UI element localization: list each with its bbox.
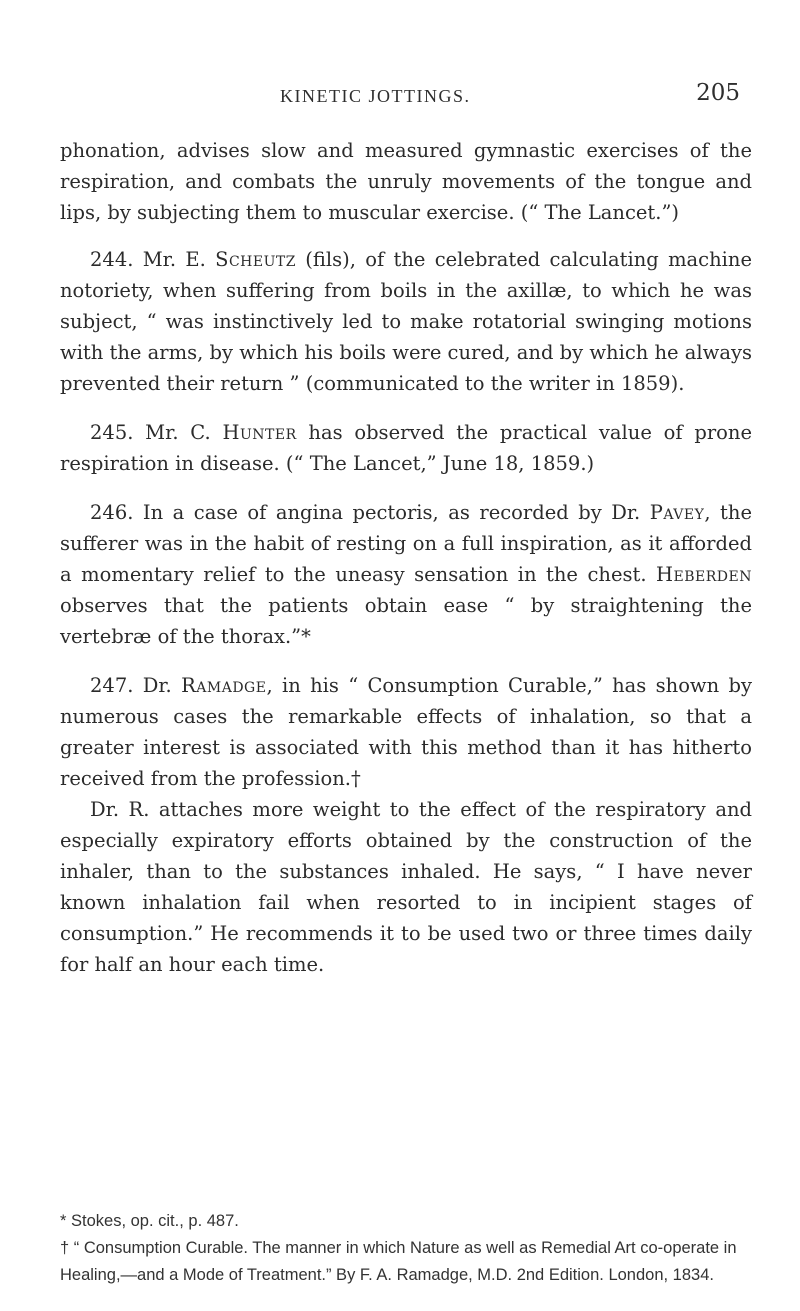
paragraph-247-lead: 247. Dr. (90, 674, 182, 697)
paragraph-244-lead: 244. Mr. E. (90, 248, 216, 271)
paragraph-continued: phonation, advises slow and measured gymnastic exercises of the respiration, and combats the unruly movements of the tongue and lips, by subjecting them to muscular exercise. (“ The Lancet.”) (60, 139, 752, 224)
paragraph-247-continued: Dr. R. attaches more weight to the effect of the respiratory and especially expiratory efforts obtained by the construction of the inhaler, than to the substances inhaled. He says, “ I have never known inhalation fail when resorted to in incipient stages of consumption.” He recommends it to be used two or three times daily for half an hour each time. (60, 798, 752, 976)
paragraph-246-lead: 246. In a case of angina pectoris, as recorded by Dr. (90, 501, 650, 524)
person-name-ramadge: Ramadge (181, 674, 267, 697)
paragraph-245 (60, 417, 752, 479)
footnotes (60, 1208, 760, 1289)
page-header-title: KINETIC JOTTINGS. (280, 86, 471, 106)
body-text (60, 135, 752, 998)
page-number: 205 (696, 80, 740, 106)
person-name-heberden: Heberden (656, 563, 752, 586)
person-name-scheutz: Scheutz (215, 248, 296, 271)
running-head (60, 80, 740, 114)
person-name-pavey: Pavey (649, 501, 705, 524)
paragraph-247 (60, 670, 752, 794)
paragraph-245-text: has observed the practical value of prone respiration in disease. (“ The Lancet,” June 18, 1859.) (60, 421, 752, 475)
paragraph-244 (60, 244, 752, 399)
footnote-dagger: † “ Consumption Curable. The manner in which Nature as well as Remedial Art co-operate in Healing,—and a Mode of Treatment.” By F. A. Ramadge, M.D. 2nd Edition. London, 1834. (60, 1239, 737, 1284)
paragraph-247-text: , in his “ Consumption Curable,” has shown by numerous cases the remarkable effects of inhalation, so that a greater interest is associated with this method than it has hitherto received from the profession.† (60, 674, 752, 790)
paragraph-244-text: (fils), of the celebrated calculating machine notoriety, when suffering from boils in the axillæ, to which he was subject, “ was instinctively led to make rotatorial swinging motions with the arms, by which his boils were cured, and by which he always prevented their return ” (communicated to the writer in 1859). (60, 248, 753, 395)
paragraph-246-middle: , the sufferer was in the habit of resting on a full inspiration, as it afforded a momentary relief to the uneasy sensation in the chest. (60, 501, 752, 586)
footnote-asterisk: * Stokes, op. cit., p. 487. (60, 1212, 239, 1230)
paragraph-245-lead: 245. Mr. C. (90, 421, 223, 444)
person-name-hunter: Hunter (222, 421, 297, 444)
paragraph-246-text: observes that the patients obtain ease “ by straightening the vertebræ of the thorax.”* (60, 594, 752, 648)
paragraph-246 (60, 497, 752, 652)
